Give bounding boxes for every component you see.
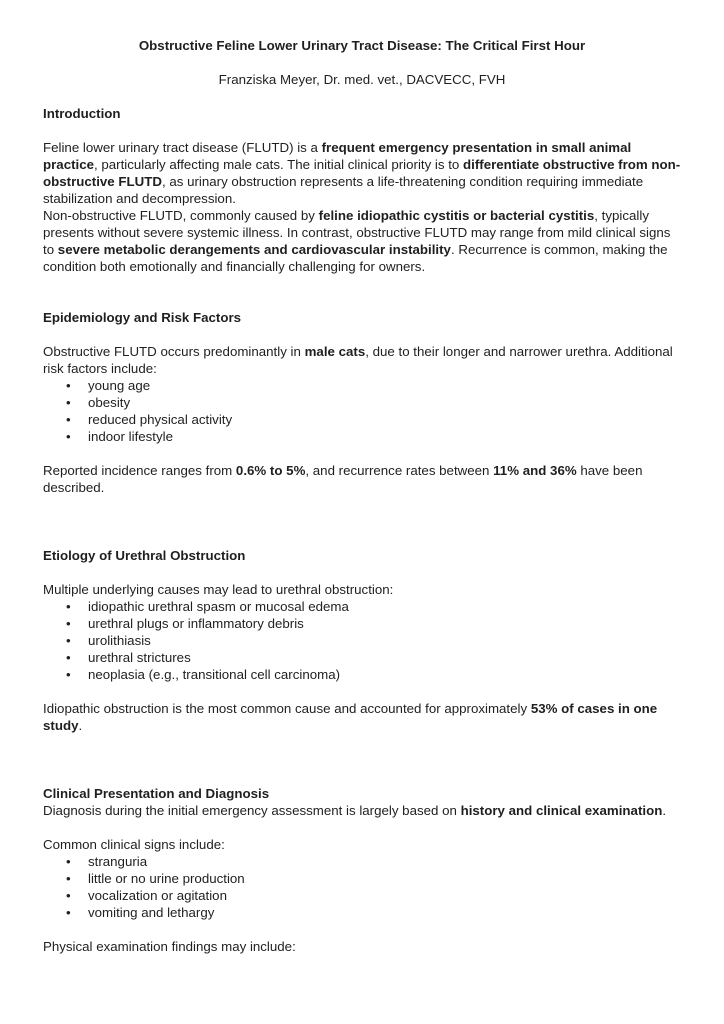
text-run: young age xyxy=(88,378,151,393)
paragraph-clinical-1 xyxy=(43,802,681,819)
text-run: reduced physical activity xyxy=(88,412,233,427)
bold-text-run: Etiology of Urethral Obstruction xyxy=(43,548,246,563)
bold-text-run: frequent emergency presentation in small animal practice xyxy=(43,140,632,172)
text-run: vocalization or agitation xyxy=(88,888,227,903)
doc-author xyxy=(43,71,681,88)
text-run: Idiopathic obstruction is the most common cause and accounted for approximately xyxy=(43,701,531,716)
text-run: Non-obstructive FLUTD, commonly caused by xyxy=(43,208,319,223)
bullet-item xyxy=(43,615,681,632)
text-run: Common clinical signs include: xyxy=(43,837,225,852)
text-run: Feline lower urinary tract disease (FLUTD) is a xyxy=(43,140,322,155)
bold-text-run: 53% of cases in one study xyxy=(43,701,658,733)
paragraph-intro-1 xyxy=(43,139,681,207)
text-run: neoplasia (e.g., transitional cell carcinoma) xyxy=(88,667,341,682)
text-run: Obstructive FLUTD occurs predominantly in xyxy=(43,344,305,359)
section-heading-etiology xyxy=(43,547,681,564)
section-heading-clinical xyxy=(43,785,681,802)
text-run: urolithiasis xyxy=(88,633,151,648)
bullet-item xyxy=(43,649,681,666)
text-run: vomiting and lethargy xyxy=(88,905,215,920)
text-run: Reported incidence ranges from xyxy=(43,463,236,478)
bold-text-run: male cats xyxy=(304,344,366,359)
text-run: Multiple underlying causes may lead to urethral obstruction: xyxy=(43,582,394,597)
text-run: , particularly affecting male cats. The initial clinical priority is to xyxy=(94,157,464,172)
bullet-item xyxy=(43,411,681,428)
text-run: . Recurrence is common, making the condition both emotionally and financially challenging for owners. xyxy=(43,242,668,274)
bold-text-run: Epidemiology and Risk Factors xyxy=(43,310,242,325)
clinical-signs-list xyxy=(43,853,681,921)
bullet-item xyxy=(43,904,681,921)
bold-text-run: differentiate obstructive from non-obstructive FLUTD xyxy=(43,157,681,189)
bullet-item xyxy=(43,428,681,445)
text-run: idiopathic urethral spasm or mucosal edema xyxy=(88,599,349,614)
text-run: urethral strictures xyxy=(88,650,191,665)
text-run: . xyxy=(78,718,83,733)
bullet-item xyxy=(43,887,681,904)
paragraph-intro-2 xyxy=(43,207,681,275)
paragraph-etiology-1 xyxy=(43,581,681,598)
etiology-list xyxy=(43,598,681,683)
bullet-item xyxy=(43,632,681,649)
risk-factor-list xyxy=(43,377,681,445)
text-run: Physical examination findings may include: xyxy=(43,939,296,954)
bullet-item xyxy=(43,598,681,615)
bold-text-run: Obstructive Feline Lower Urinary Tract Disease: The Critical First Hour xyxy=(138,38,586,53)
text-run: Franziska Meyer, Dr. med. vet., DACVECC, FVH xyxy=(218,72,506,87)
bullet-item xyxy=(43,394,681,411)
bold-text-run: severe metabolic derangements and cardiovascular instability xyxy=(57,242,451,257)
text-run: have been described. xyxy=(43,463,643,495)
text-run: , typically presents without severe systemic illness. In contrast, obstructive FLUTD may range from mild clinical signs to xyxy=(43,208,671,257)
bold-text-run: Clinical Presentation and Diagnosis xyxy=(43,786,270,801)
bold-text-run: feline idiopathic cystitis or bacterial cystitis xyxy=(318,208,595,223)
text-run: , due to their longer and narrower urethra. Additional risk factors include: xyxy=(43,344,673,376)
section-heading-introduction xyxy=(43,105,681,122)
paragraph-clinical-signs-lead xyxy=(43,836,681,853)
text-run: urethral plugs or inflammatory debris xyxy=(88,616,304,631)
bullet-item xyxy=(43,666,681,683)
text-run: obesity xyxy=(88,395,131,410)
paragraph-etiology-2 xyxy=(43,700,681,734)
bold-text-run: history and clinical examination xyxy=(460,803,663,818)
bullet-item xyxy=(43,853,681,870)
bullet-item xyxy=(43,377,681,394)
text-run: , and recurrence rates between xyxy=(305,463,494,478)
text-run: Diagnosis during the initial emergency assessment is largely based on xyxy=(43,803,461,818)
bullet-item xyxy=(43,870,681,887)
paragraph-epidemiology-2 xyxy=(43,462,681,496)
text-run: . xyxy=(662,803,667,818)
text-run: stranguria xyxy=(88,854,148,869)
bold-text-run: Introduction xyxy=(43,106,121,121)
section-heading-epidemiology xyxy=(43,309,681,326)
text-run: little or no urine production xyxy=(88,871,245,886)
text-run: indoor lifestyle xyxy=(88,429,173,444)
paragraph-physical-exam-lead xyxy=(43,938,681,955)
text-run: , as urinary obstruction represents a life-threatening condition requiring immediate stabilization and decompression. xyxy=(43,174,644,206)
bold-text-run: 0.6% to 5% xyxy=(235,463,306,478)
doc-title xyxy=(43,37,681,54)
bold-text-run: 11% and 36% xyxy=(493,463,577,478)
paragraph-epidemiology-1 xyxy=(43,343,681,377)
